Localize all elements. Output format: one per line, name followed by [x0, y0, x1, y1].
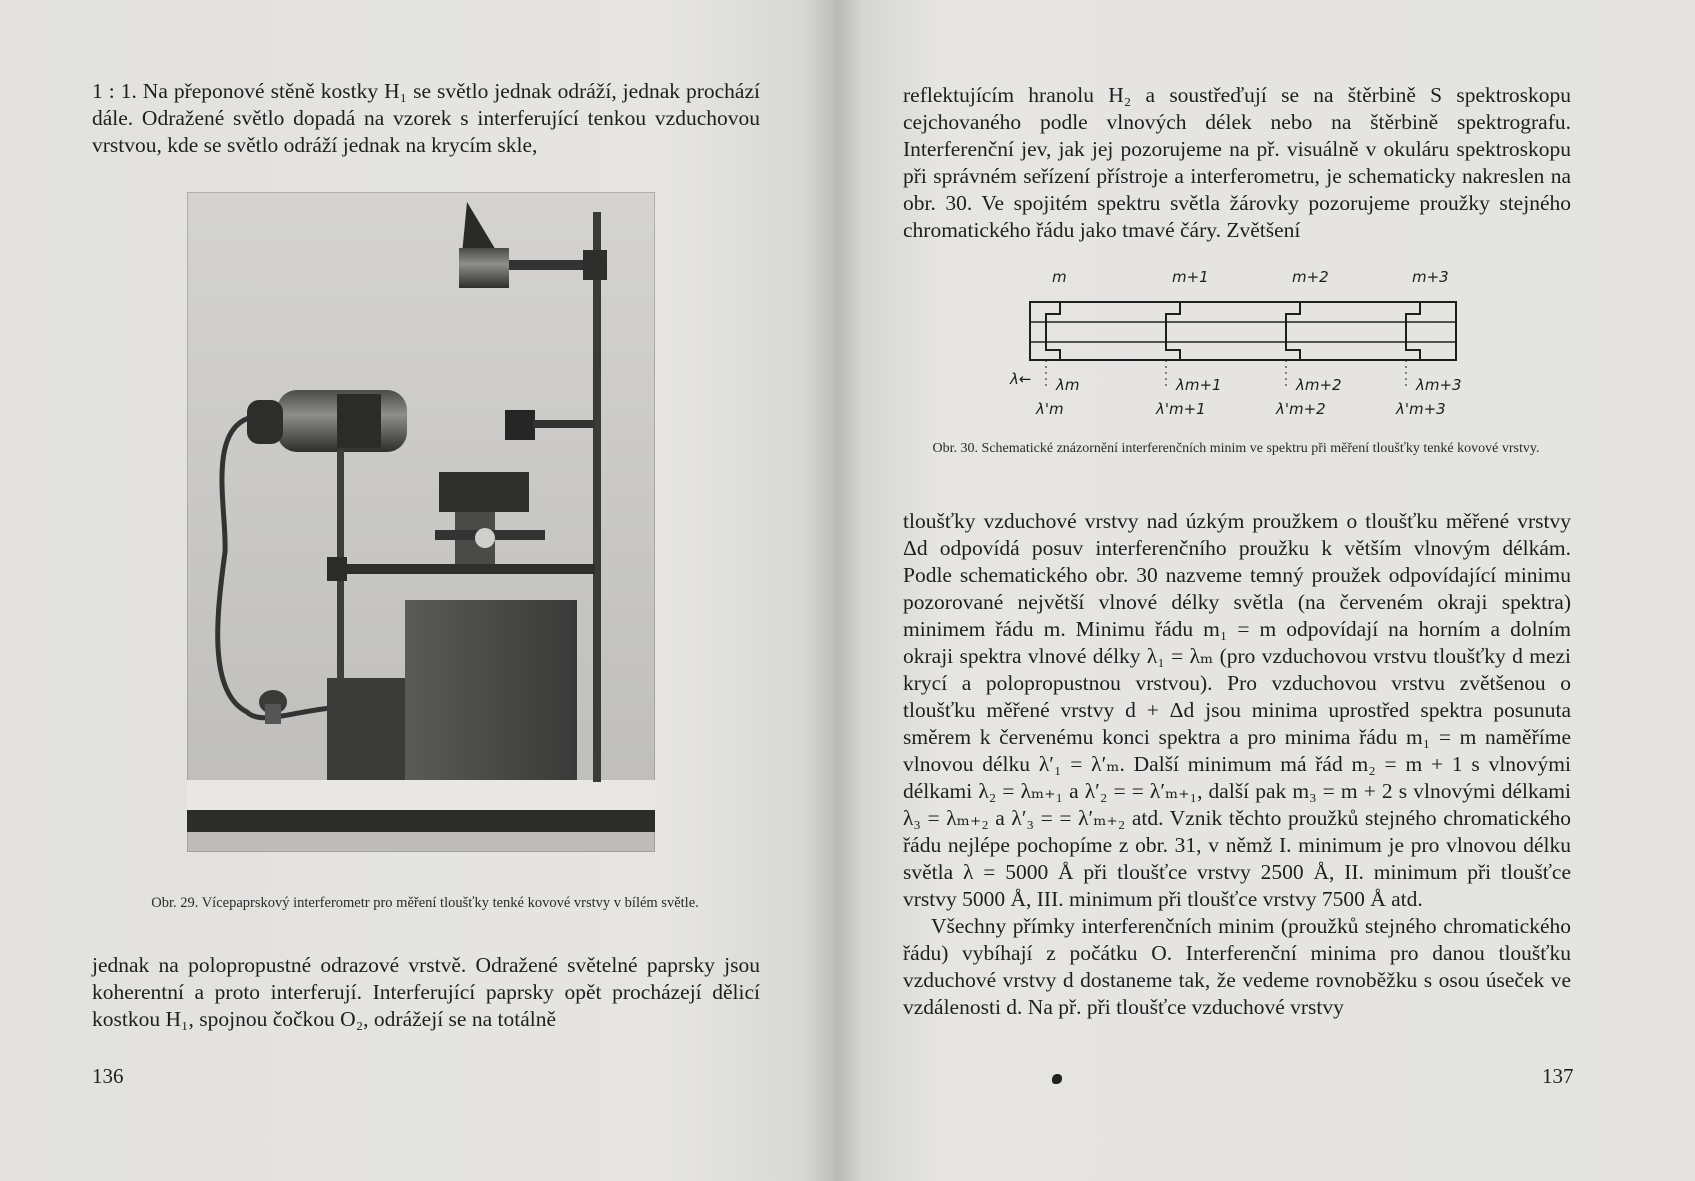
- lambda-label-3: λm+3: [1416, 376, 1462, 394]
- left-page-number: 136: [92, 1064, 124, 1088]
- minimum-line-0: [1046, 302, 1060, 360]
- order-label-1: m+1: [1172, 268, 1209, 286]
- left-figure-caption: [90, 894, 760, 913]
- lambda-axis-label: λ←: [1010, 370, 1032, 388]
- diagram-lower-labels: [1035, 376, 1462, 418]
- right-para-mid: [903, 508, 1571, 1021]
- lambda-label-1: λm+1: [1176, 376, 1222, 394]
- left-para-top: [92, 78, 760, 159]
- right-page-number: 137: [1542, 1064, 1574, 1088]
- right-figure-caption: [900, 440, 1572, 458]
- fig29-caption-text: Obr. 29. Vícepaprskový interferometr pro měření tloušťky tenké kovové vrstvy v bílém světle.: [151, 895, 699, 911]
- lambda-prime-label-2: λ'm+2: [1276, 400, 1326, 418]
- minimum-line-2: [1286, 302, 1300, 360]
- left-para-bottom: [92, 952, 760, 1033]
- right-para-top: [903, 82, 1571, 244]
- spectrum-band: [1030, 302, 1456, 360]
- order-label-2: m+2: [1292, 268, 1329, 286]
- order-label-0: m: [1052, 268, 1067, 286]
- left-para-bottom-text: jednak na polopropustné odrazové vrstvě. Odražené světelné paprsky jsou koherentní a proto interferují. Interferující paprsky opět procházejí dělicí kostkou H₁, spojnou čočkou O₂, odrážejí se na totálně: [92, 953, 760, 1031]
- lambda-prime-label-1: λ'm+1: [1156, 400, 1206, 418]
- left-para-top-text: 1 : 1. Na přeponové stěně kostky H₁ se světlo jednak odráží, jednak prochází dále. Odražené světlo dopadá na vzorek s interferující tenkou vzduchovou vrstvou, kde se světlo odráží jednak na krycím skle,: [92, 79, 760, 157]
- right-para-last-text: Všechny přímky interferenčních minim (proužků stejného chromatického řádu) vybíhají z počátku O. Interferenční minima pro danou tloušťku vzduchové vrstvy d dostaneme tak, že vedeme rovnoběžku s osou úseček ve vzdálenosti d. Na př. při tloušťce vzduchové vrstvy: [903, 914, 1571, 1019]
- left-page: [0, 0, 836, 1181]
- lambda-prime-label-0: λ'm: [1036, 400, 1064, 418]
- order-label-3: m+3: [1412, 268, 1449, 286]
- right-para-mid-text: tloušťky vzduchové vrstvy nad úzkým proužkem o tloušťku měřené vrstvy Δd odpovídá posuv interferenčního proužku k větším vlnovým délkám. Podle schematického obr. 30 nazveme temný proužek odpovídající minimu pozorované největší vlnové délky světla (na červeném okraji spektra) minimem řádu m. Minimu řádu m₁ = m odpovídají na horním a dolním okraji spektra vlnové délky λ₁ = λₘ (pro vzduchovou vrstvu tloušťky d mezi krycí a polopropustnou vrstvou). Pro vzduchovou vrstvu zvětšenou o tloušťku měřené vrstvy d + Δd jsou minima uprostřed spektra posunuta směrem k červenému konci spektra a pro minima řádu m₁ = m naměříme vlnovou délku λ′₁ = λ′ₘ. Další minimum má řád m₂ = m + 1 s vlnovými délkami λ₂ = λₘ₊₁ a λ′₂ = = λ′ₘ₊₁, další pak m₃ = m + 2 s vlnovými délkami λ₃ = λₘ₊₂ a λ′₃ = = λ′ₘ₊₂ atd. Vznik těchto proužků stejného chromatického řádu nejlépe pochopíme z obr. 31, v němž I. minimum je pro vlnovou délku světla λ = 5000 Å při tloušťce vrstvy 2500 Å, II. minimum při tloušťce vrstvy 5000 Å, III. minimum při tloušťce vrstvy 7500 Å atd.: [903, 509, 1571, 911]
- diagram-top-labels: [1052, 268, 1449, 286]
- ink-dot: [1052, 1074, 1062, 1084]
- lambda-label-0: λm: [1056, 376, 1080, 394]
- minimum-line-3: [1406, 302, 1420, 360]
- interferometer-photo: [187, 192, 655, 852]
- lambda-prime-label-3: λ'm+3: [1396, 400, 1446, 418]
- right-para-top-text: reflektujícím hranolu H₂ a soustřeďují se na štěrbině S spektroskopu cejchovaného podle vlnových délek nebo na štěrbině spektrografu. Interferenční jev, jak jej pozorujeme na př. visuálně v okuláru spektroskopu při správném seřízení přístroje a interferometru, je schematicky nakreslen na obr. 30. Ve spojitém spektru světla žárovky pozorujeme proužky stejného chromatického řádu jako tmavé čáry. Zvětšení: [903, 83, 1571, 242]
- minimum-line-1: [1166, 302, 1180, 360]
- lambda-label-2: λm+2: [1296, 376, 1342, 394]
- fig30-caption-text: Obr. 30. Schematické znázornění interferenčních minim ve spektru při měření tloušťky tenké kovové vrstvy.: [932, 441, 1540, 456]
- spectrum-minima-diagram: [1000, 262, 1470, 432]
- diagram-minima: [1046, 302, 1420, 390]
